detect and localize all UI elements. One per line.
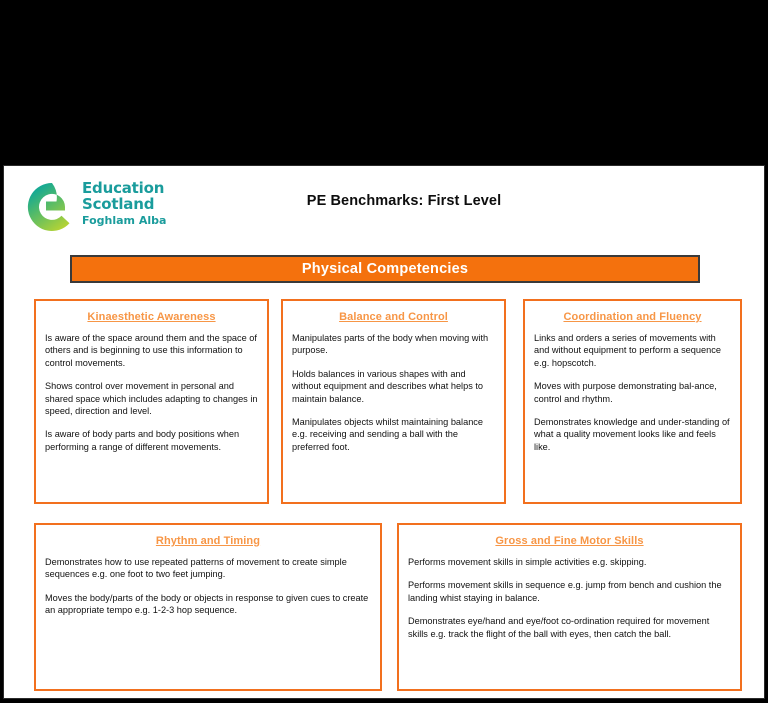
card-title: Coordination and Fluency xyxy=(563,311,702,323)
logo-line-scotland: Scotland xyxy=(82,195,155,213)
card-title: Rhythm and Timing xyxy=(155,535,261,547)
competency-card-rhythm-and-timing xyxy=(34,523,382,691)
card-body xyxy=(292,332,495,453)
logo-line-education: Education xyxy=(82,179,165,197)
document-header xyxy=(4,166,764,241)
competency-card-balance-and-control xyxy=(281,299,506,504)
card-paragraph: Moves with purpose demonstrating bal-ance, control and rhythm. xyxy=(534,381,717,404)
card-paragraph: Demonstrates eye/hand and eye/foot co-ordination required for movement skills e.g. track the flight of the ball with eyes, then catch the ball. xyxy=(408,616,710,639)
competency-card-gross-and-fine-motor-skills xyxy=(397,523,742,691)
card-body xyxy=(534,332,731,453)
card-paragraph: Performs movement skills in sequence e.g. jump from bench and cushion the landing whist staying in balance. xyxy=(408,580,722,603)
competency-card-kinaesthetic-awareness xyxy=(34,299,269,504)
card-title: Gross and Fine Motor Skills xyxy=(495,535,644,547)
logo-line-foghlam-alba: Foghlam Alba xyxy=(82,214,167,227)
card-paragraph: Manipulates objects whilst maintaining balance e.g. receiving and sending a ball with the preferred foot. xyxy=(292,417,484,452)
card-paragraph: Manipulates parts of the body when moving with purpose. xyxy=(292,333,489,356)
logo-wordmark xyxy=(82,180,186,227)
education-scotland-e-logo-icon xyxy=(26,181,78,233)
page-title: PE Benchmarks: First Level xyxy=(306,193,502,209)
card-body xyxy=(45,556,371,617)
card-paragraph: Is aware of the space around them and the space of others and is beginning to use this information to control movements. xyxy=(45,333,257,368)
physical-competencies-banner xyxy=(70,255,700,283)
card-title: Kinaesthetic Awareness xyxy=(87,311,216,323)
card-paragraph: Demonstrates how to use repeated patterns of movement to create simple sequences e.g. one foot to two feet jumping. xyxy=(45,557,347,580)
card-paragraph: Demonstrates knowledge and under-standing of what a quality movement looks like and feels like. xyxy=(534,417,730,452)
card-paragraph: Moves the body/parts of the body or objects in response to given cues to create an appropriate tempo e.g. 1-2-3 hop sequence. xyxy=(45,592,369,616)
card-body xyxy=(408,556,731,640)
banner-label: Physical Competencies xyxy=(301,261,469,277)
letterbox-top-band xyxy=(0,0,768,162)
competency-card-coordination-and-fluency xyxy=(523,299,742,504)
education-scotland-logo xyxy=(26,179,186,235)
card-body xyxy=(45,332,258,453)
card-paragraph: Is aware of body parts and body positions when performing a range of different movements. xyxy=(45,429,240,452)
card-paragraph: Shows control over movement in personal and shared space which includes adapting to changes in speed, direction and level. xyxy=(45,381,258,417)
card-title: Balance and Control xyxy=(339,311,448,323)
card-paragraph: Links and orders a series of movements with and without equipment to perform a sequence e.g. hopscotch. xyxy=(534,333,721,368)
document-page xyxy=(3,165,765,699)
card-paragraph: Performs movement skills in simple activities e.g. skipping. xyxy=(408,557,647,567)
card-paragraph: Holds balances in various shapes with and without equipment and describes what helps to maintain balance. xyxy=(292,368,484,404)
